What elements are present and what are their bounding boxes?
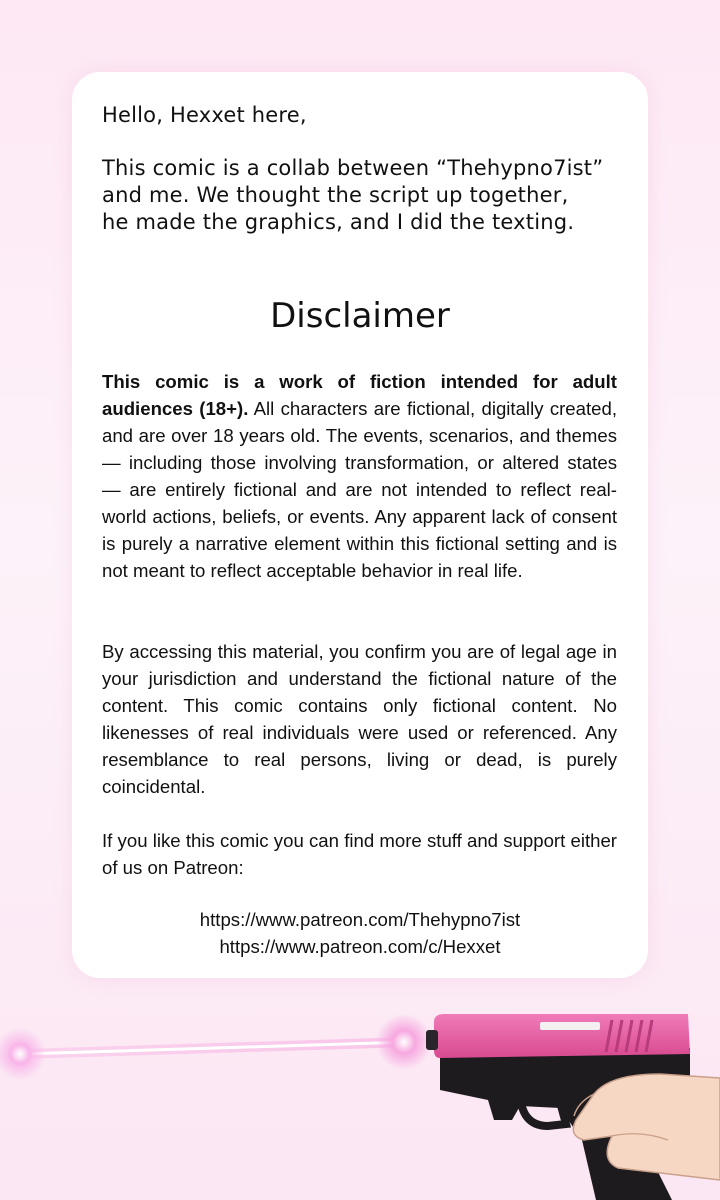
beam-end-glow bbox=[0, 1028, 46, 1080]
muzzle-flash bbox=[376, 1014, 432, 1070]
disclaimer-paragraph-1-rest: All characters are fictional, digitally created, and are over 18 years old. The events, scenarios, and themes — including those involving transformation, or altered states — are entirely fictional and are not intended to reflect real-world actions, beliefs, or events. Any apparent lack of consent is purely a narrative element within this fictional setting and is not meant to reflect acceptable behavior in real life. bbox=[102, 398, 617, 581]
disclaimer-title: Disclaimer bbox=[270, 296, 450, 336]
disclaimer-bold-lead: This comic is a work of fiction intended for adult audiences (18+). bbox=[102, 371, 617, 419]
collab-line-1: This comic is a collab between “Thehypno7ist” bbox=[102, 156, 604, 180]
patreon-link-thehypno7ist[interactable]: https://www.patreon.com/Thehypno7ist bbox=[199, 909, 521, 930]
ejection-port bbox=[540, 1022, 600, 1030]
greeting bbox=[102, 102, 622, 129]
collab-note bbox=[102, 155, 622, 236]
patreon-links bbox=[72, 906, 648, 960]
greeting-text: Hello, Hexxet here, bbox=[102, 103, 307, 127]
collab-line-3: he made the graphics, and I did the texting. bbox=[102, 210, 575, 234]
patreon-invite: If you like this comic you can find more stuff and support either of us on Patreon: bbox=[102, 830, 617, 878]
patreon-link-hexxet[interactable]: https://www.patreon.com/c/Hexxet bbox=[219, 936, 501, 957]
muzzle bbox=[426, 1030, 438, 1050]
disclaimer-paragraph-2: By accessing this material, you confirm you are of legal age in your jurisdiction and understand the fictional nature of the content. This comic contains only fictional content. No likenesses of real individuals were used or referenced. Any resemblance to real persons, living or dead, is purely coincidental. bbox=[102, 641, 617, 797]
disclaimer-paragraph-1 bbox=[102, 368, 617, 584]
ray-gun-illustration bbox=[0, 990, 720, 1200]
laser-beam bbox=[0, 1014, 432, 1080]
collab-line-2: and me. We thought the script up together, bbox=[102, 183, 569, 207]
